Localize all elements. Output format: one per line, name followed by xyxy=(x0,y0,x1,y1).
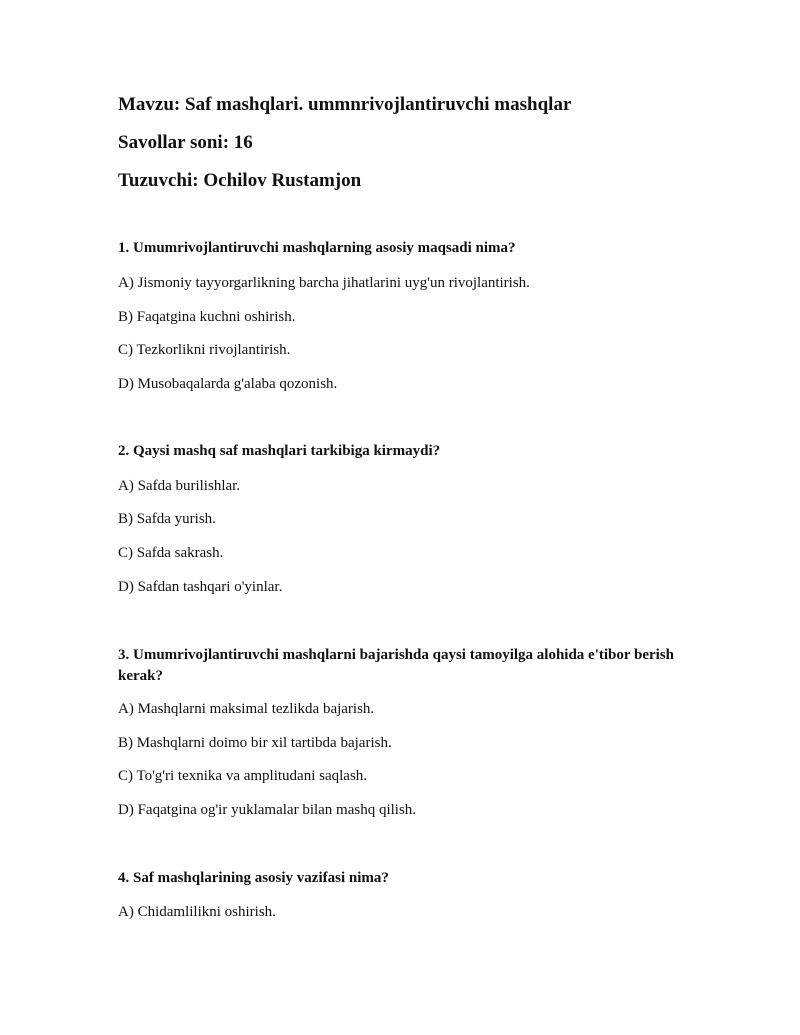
question-4-text: 4. Saf mashqlarining asosiy vazifasi nima? xyxy=(118,870,389,886)
question-1-answer-c: C) Tezkorlikni rivojlantirish. xyxy=(118,342,291,358)
question-2-answer-d: D) Safdan tashqari o'yinlar. xyxy=(118,579,283,595)
question-3-answer-b: B) Mashqlarni doimo bir xil tartibda bajarish. xyxy=(118,735,392,751)
question-1-answer-b: B) Faqatgina kuchni oshirish. xyxy=(118,309,296,325)
question-1-answer-a: A) Jismoniy tayyorgarlikning barcha jihatlarini uyg'un rivojlantirish. xyxy=(118,275,530,291)
question-count: Savollar soni: 16 xyxy=(118,132,253,153)
question-1-answer-d: D) Musobaqalarda g'alaba qozonish. xyxy=(118,376,338,392)
question-2-answer-c: C) Safda sakrash. xyxy=(118,545,224,561)
topic-heading: Mavzu: Saf mashqlari. ummnrivojlantiruvchi mashqlar xyxy=(118,94,572,115)
question-2-answer-b: B) Safda yurish. xyxy=(118,511,216,527)
question-2-answer-a: A) Safda burilishlar. xyxy=(118,478,241,494)
question-3-answer-c: C) To'g'ri texnika va amplitudani saqlash. xyxy=(118,768,368,784)
author-line: Tuzuvchi: Ochilov Rustamjon xyxy=(118,170,362,191)
question-3-answer-a: A) Mashqlarni maksimal tezlikda bajarish. xyxy=(118,701,375,717)
question-2-text: 2. Qaysi mashq saf mashqlari tarkibiga kirmaydi? xyxy=(118,443,441,459)
question-1-text: 1. Umumrivojlantiruvchi mashqlarning asosiy maqsadi nima? xyxy=(118,240,516,256)
question-3-answer-d: D) Faqatgina og'ir yuklamalar bilan mashq qilish. xyxy=(118,802,417,818)
question-3-text: 3. Umumrivojlantiruvchi mashqlarni bajarishda qaysi tamoyilga alohida e'tibor berish kerak? xyxy=(118,647,675,684)
question-4-answer-a: A) Chidamlilikni oshirish. xyxy=(118,904,276,920)
